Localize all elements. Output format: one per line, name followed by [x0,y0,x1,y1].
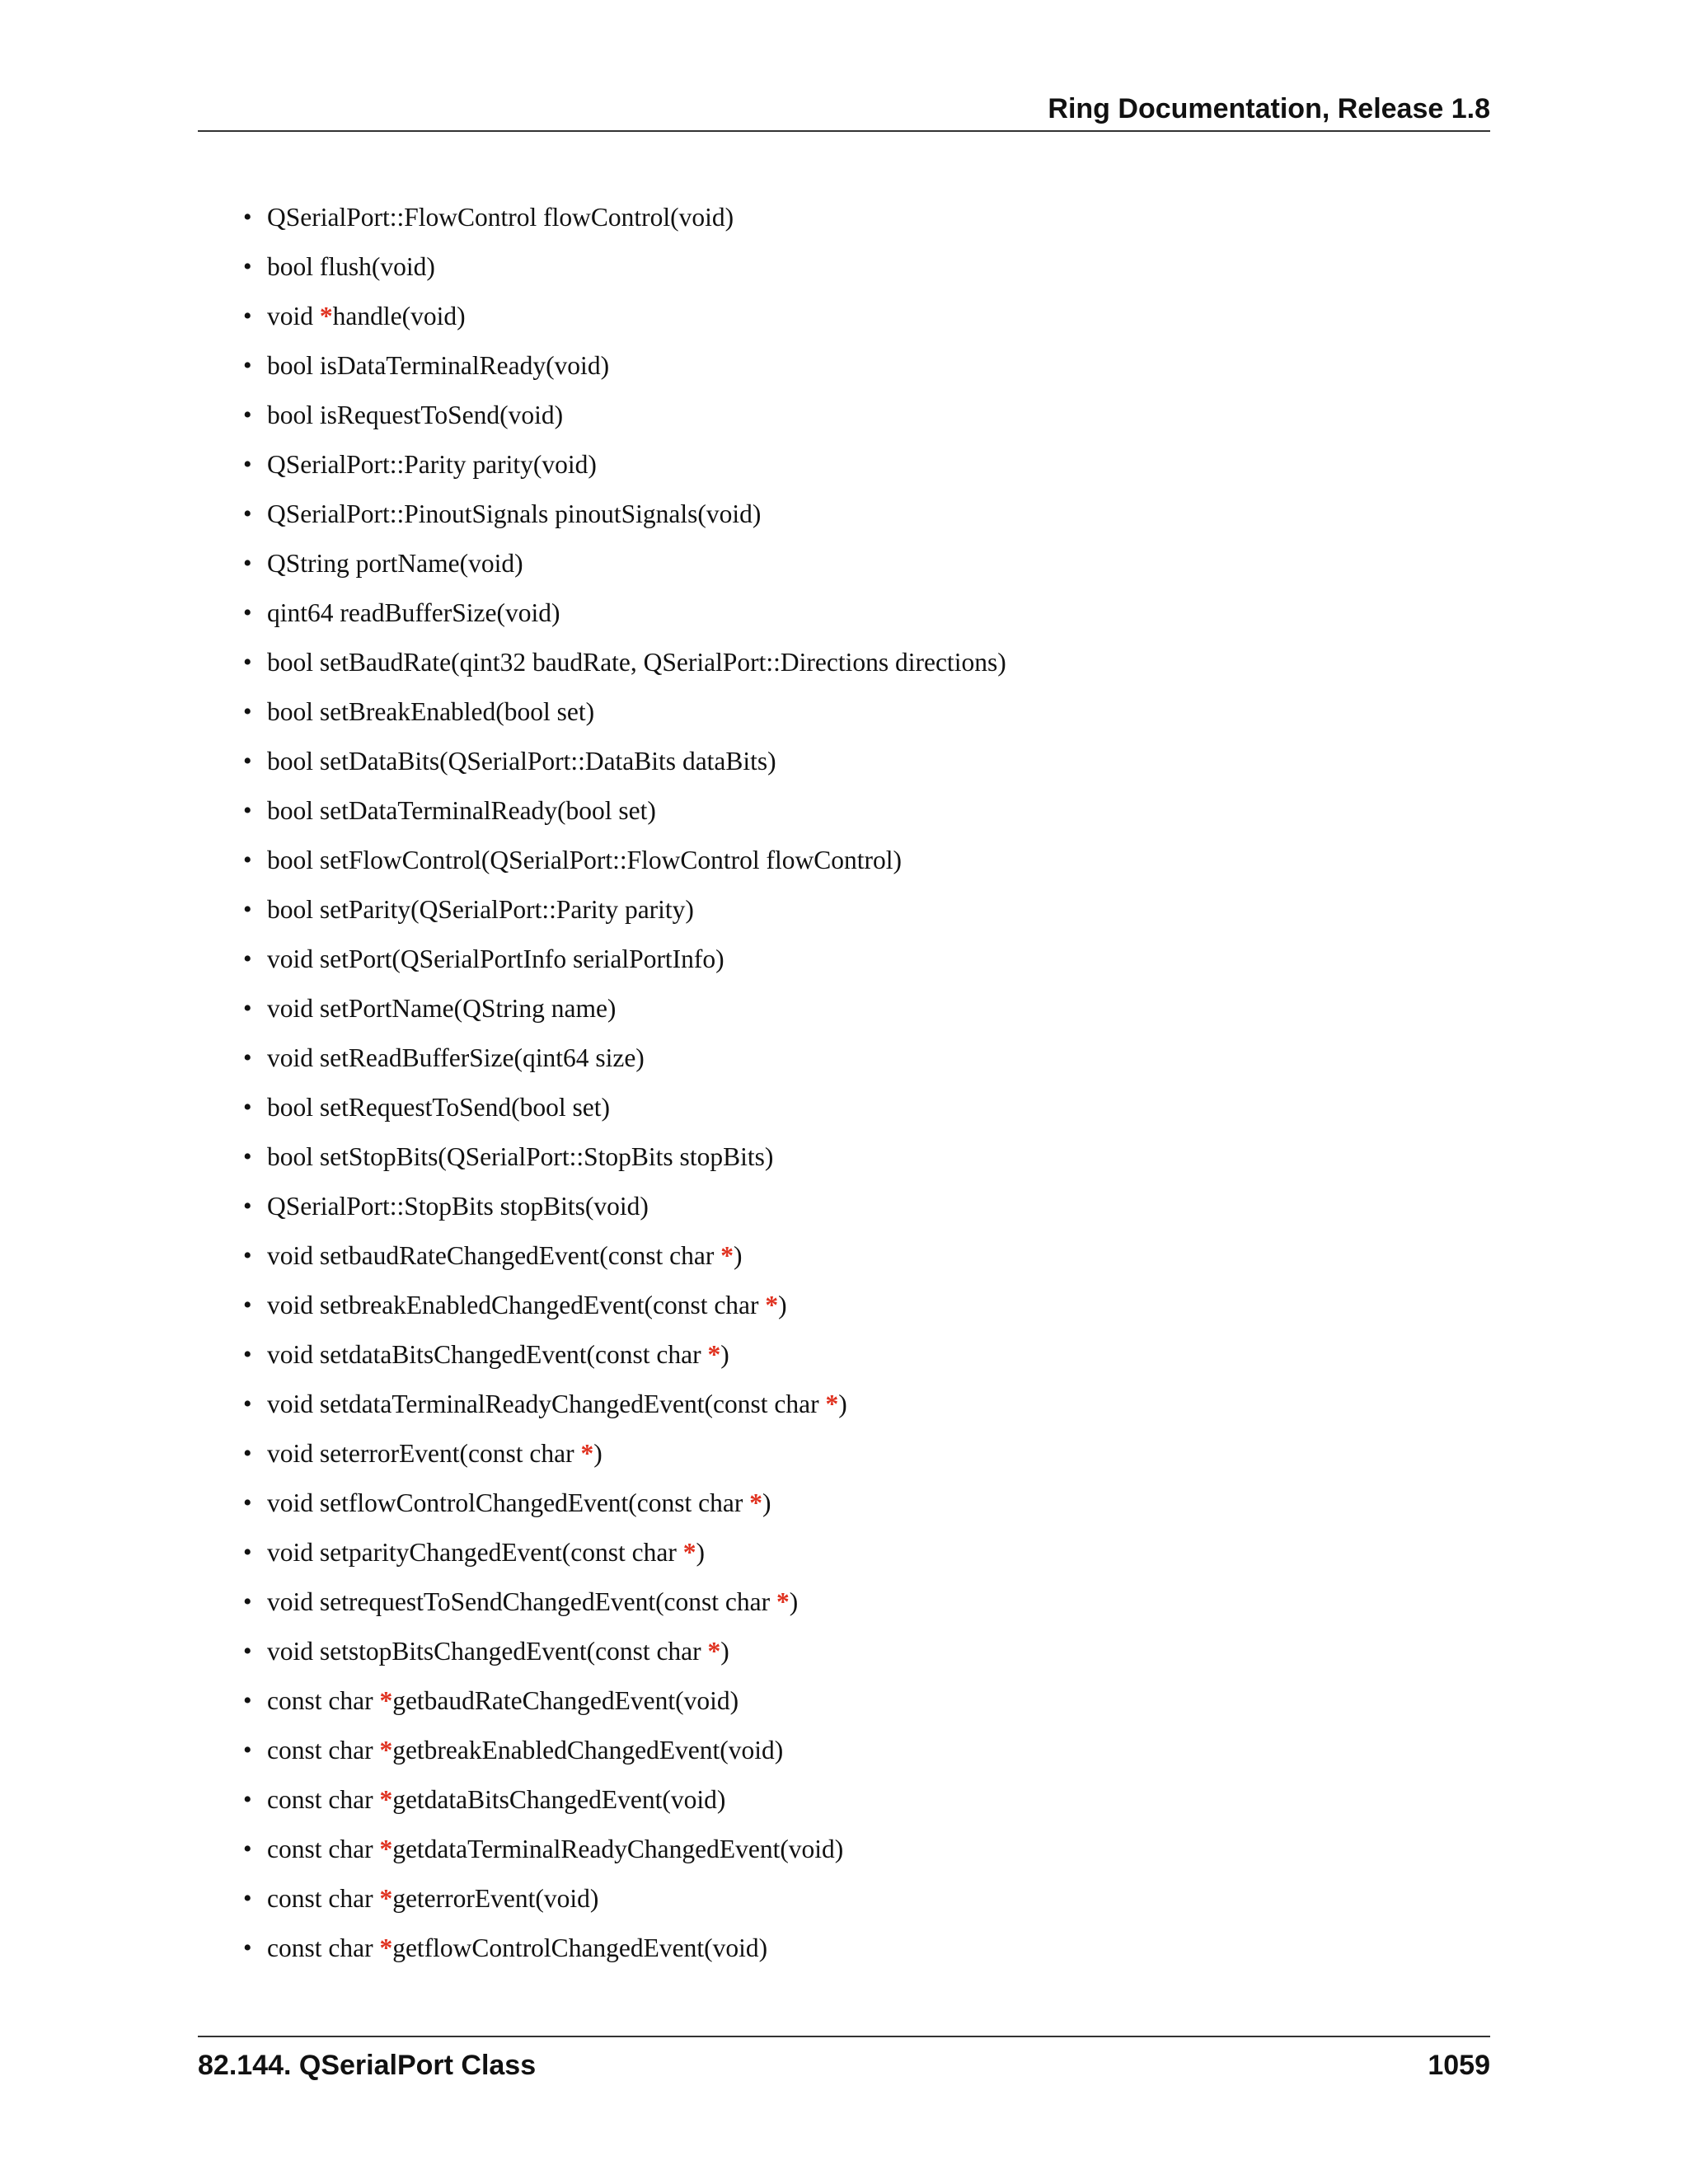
bullet-icon: • [243,1539,252,1566]
method-signature: void setbreakEnabledChangedEvent(const char [267,1291,766,1319]
method-signature: bool isRequestToSend(void) [267,401,564,429]
method-signature: void setstopBitsChangedEvent(const char [267,1637,708,1666]
method-signature-tail: ) [789,1587,799,1616]
method-signature: void seterrorEvent(const char [267,1439,581,1468]
pointer-asterisk: * [379,1933,393,1962]
list-item [198,638,1490,687]
bullet-icon: • [243,1687,252,1714]
method-signature: QSerialPort::FlowControl flowControl(void) [267,203,734,232]
method-signature: bool setBreakEnabled(bool set) [267,697,595,726]
list-item [198,292,1490,341]
method-signature: const char [267,1933,380,1962]
page-footer [198,2036,1490,2079]
list-item [198,935,1490,984]
list-item [198,391,1490,440]
list-item [198,1825,1490,1874]
pointer-asterisk: * [379,1884,393,1913]
method-signature: const char [267,1686,380,1715]
method-signature: bool isDataTerminalReady(void) [267,351,610,380]
method-signature: QSerialPort::Parity parity(void) [267,450,597,479]
bullet-icon: • [243,1044,252,1071]
pointer-asterisk: * [580,1439,594,1468]
method-signature-tail: getbaudRateChangedEvent(void) [392,1686,739,1715]
method-signature: QSerialPort::StopBits stopBits(void) [267,1192,649,1221]
bullet-icon: • [243,302,252,330]
pointer-asterisk: * [707,1637,721,1666]
method-signature: void [267,302,320,330]
list-item [198,1033,1490,1083]
list-item [198,588,1490,638]
method-signature: const char [267,1736,380,1765]
list-item [198,984,1490,1033]
method-signature-tail: geterrorEvent(void) [392,1884,599,1913]
page-content [198,193,1490,1973]
method-signature: bool setBaudRate(qint32 baudRate, QSerialPort::Directions directions) [267,648,1006,677]
bullet-icon: • [243,748,252,775]
list-item [198,1429,1490,1479]
pointer-asterisk: * [379,1686,393,1715]
method-signature: bool setStopBits(QSerialPort::StopBits stopBits) [267,1142,774,1171]
bullet-icon: • [243,1291,252,1319]
list-item [198,687,1490,737]
bullet-icon: • [243,1390,252,1418]
method-signature: qint64 readBufferSize(void) [267,598,560,627]
method-signature-tail: getdataTerminalReadyChangedEvent(void) [392,1835,844,1863]
list-item [198,1874,1490,1924]
list-item [198,242,1490,292]
pointer-asterisk: * [720,1241,734,1270]
bullet-icon: • [243,797,252,824]
bullet-icon: • [243,1736,252,1764]
bullet-icon: • [243,204,252,231]
bullet-icon: • [243,698,252,725]
page-header [198,92,1490,132]
list-item [198,836,1490,885]
list-item [198,1676,1490,1726]
bullet-icon: • [243,1341,252,1368]
bullet-icon: • [243,401,252,429]
bullet-icon: • [243,1193,252,1220]
bullet-icon: • [243,500,252,527]
bullet-icon: • [243,1588,252,1615]
bullet-icon: • [243,599,252,626]
list-item [198,1528,1490,1577]
bullet-icon: • [243,550,252,577]
list-item [198,193,1490,242]
list-item [198,490,1490,539]
bullet-icon: • [243,253,252,280]
bullet-icon: • [243,1143,252,1170]
bullet-icon: • [243,1094,252,1121]
method-signature-tail: ) [762,1488,771,1517]
bullet-icon: • [243,1242,252,1269]
bullet-icon: • [243,1786,252,1813]
page-number: 1059 [1428,2050,1490,2081]
bullet-icon: • [243,1934,252,1961]
method-signature: bool setRequestToSend(bool set) [267,1093,610,1122]
bullet-icon: • [243,995,252,1022]
list-item [198,1726,1490,1775]
pointer-asterisk: * [776,1587,790,1616]
method-signature-tail: ) [720,1340,729,1369]
method-signature-tail: ) [733,1241,743,1270]
method-signature-tail: ) [696,1538,705,1567]
method-signature-tail: ) [778,1291,787,1319]
document-title: Ring Documentation, Release 1.8 [1048,93,1490,124]
pointer-asterisk: * [749,1488,762,1517]
method-signature-tail: ) [838,1390,847,1418]
method-signature: const char [267,1785,380,1814]
bullet-icon: • [243,352,252,379]
list-item [198,1083,1490,1132]
method-signature: bool flush(void) [267,252,435,281]
list-item [198,1132,1490,1182]
list-item [198,1479,1490,1528]
method-signature: void setflowControlChangedEvent(const char [267,1488,750,1517]
method-signature-tail: getflowControlChangedEvent(void) [392,1933,768,1962]
list-item [198,341,1490,391]
pointer-asterisk: * [682,1538,696,1567]
method-signature-tail: handle(void) [332,302,466,330]
pointer-asterisk: * [379,1785,393,1814]
method-signature: bool setFlowControl(QSerialPort::FlowControl flowControl) [267,846,902,874]
list-item [198,737,1490,786]
method-signature: bool setParity(QSerialPort::Parity parity) [267,895,694,924]
bullet-icon: • [243,945,252,972]
pointer-asterisk: * [379,1736,393,1765]
list-item [198,440,1490,490]
pointer-asterisk: * [707,1340,721,1369]
bullet-icon: • [243,1638,252,1665]
list-item [198,1281,1490,1330]
list-item [198,539,1490,588]
method-signature: void setbaudRateChangedEvent(const char [267,1241,721,1270]
list-item [198,786,1490,836]
bullet-icon: • [243,1835,252,1863]
method-list [198,193,1490,1973]
bullet-icon: • [243,451,252,478]
list-item [198,885,1490,935]
method-signature: void setdataTerminalReadyChangedEvent(const char [267,1390,826,1418]
method-signature: QSerialPort::PinoutSignals pinoutSignals(void) [267,499,762,528]
method-signature-tail: ) [720,1637,729,1666]
method-signature: bool setDataTerminalReady(bool set) [267,796,656,825]
bullet-icon: • [243,649,252,676]
method-signature: void setrequestToSendChangedEvent(const char [267,1587,777,1616]
list-item [198,1924,1490,1973]
bullet-icon: • [243,1440,252,1467]
list-item [198,1577,1490,1627]
bullet-icon: • [243,1489,252,1516]
section-title: 82.144. QSerialPort Class [198,2050,537,2081]
list-item [198,1182,1490,1231]
pointer-asterisk: * [825,1390,839,1418]
list-item [198,1330,1490,1380]
method-signature-tail: ) [593,1439,603,1468]
bullet-icon: • [243,846,252,874]
pointer-asterisk: * [379,1835,393,1863]
pointer-asterisk: * [319,302,333,330]
list-item [198,1231,1490,1281]
method-signature-tail: getdataBitsChangedEvent(void) [392,1785,726,1814]
method-signature: bool setDataBits(QSerialPort::DataBits dataBits) [267,747,776,776]
list-item [198,1627,1490,1676]
list-item [198,1775,1490,1825]
method-signature: void setdataBitsChangedEvent(const char [267,1340,708,1369]
method-signature: const char [267,1884,380,1913]
list-item [198,1380,1490,1429]
method-signature-tail: getbreakEnabledChangedEvent(void) [392,1736,784,1765]
method-signature: void setReadBufferSize(qint64 size) [267,1043,645,1072]
method-signature: void setparityChangedEvent(const char [267,1538,683,1567]
method-signature: QString portName(void) [267,549,523,578]
bullet-icon: • [243,896,252,923]
method-signature: void setPort(QSerialPortInfo serialPortInfo) [267,944,724,973]
pointer-asterisk: * [765,1291,779,1319]
method-signature: void setPortName(QString name) [267,994,617,1023]
bullet-icon: • [243,1885,252,1912]
method-signature: const char [267,1835,380,1863]
